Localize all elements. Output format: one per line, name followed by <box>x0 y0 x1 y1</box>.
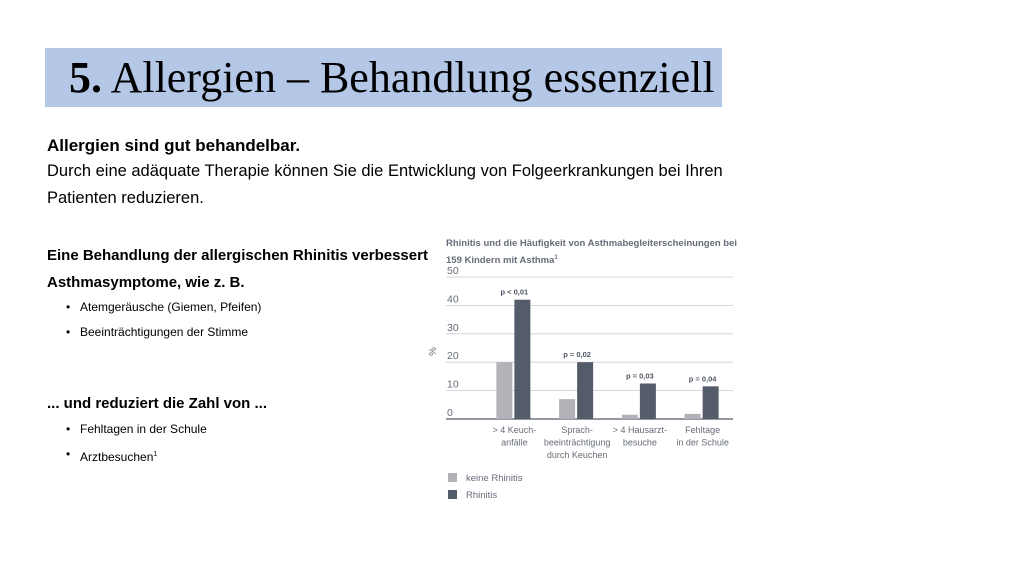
y-tick-label: 30 <box>447 321 459 334</box>
p-value-label: p < 0,01 <box>500 287 529 297</box>
bar-rhinitis <box>577 362 593 419</box>
section2-bullets <box>80 417 207 467</box>
chart-svg <box>415 232 745 512</box>
category-label: in der Schule <box>676 437 729 448</box>
category-label: durch Keuchen <box>546 450 608 460</box>
footnote-mark: 1 <box>153 451 158 458</box>
bar-keine-rhinitis <box>496 362 512 419</box>
bullet-item <box>80 442 207 467</box>
title-text: Allergien – Behandlung essenziell <box>110 53 715 102</box>
legend-label: Rhinitis <box>466 490 498 501</box>
y-tick-label: 50 <box>447 265 459 277</box>
bar-keine-rhinitis <box>622 415 638 419</box>
intro-body: Durch eine adäquate Therapie können Sie die Entwicklung von Folgeerkrankungen bei Ihren Patienten reduzieren. <box>47 162 723 207</box>
slide-title <box>69 53 715 103</box>
legend-swatch <box>448 473 457 482</box>
intro-block <box>47 135 727 212</box>
legend-label: keine Rhinitis <box>466 473 523 484</box>
y-axis-label: % <box>428 347 439 356</box>
chart-title-text: Rhinitis und die Häufigkeit von Asthmabegleiterscheinungen bei 159 Kindern mit Asthma <box>446 238 738 267</box>
bar-rhinitis <box>703 386 719 419</box>
p-value-label: p = 0,03 <box>626 371 654 381</box>
y-tick-label: 40 <box>447 293 459 306</box>
bar-keine-rhinitis <box>685 414 701 419</box>
category-label: anfälle <box>501 437 528 448</box>
intro-headline: Allergien sind gut behandelbar. <box>47 136 301 155</box>
bar-rhinitis <box>514 300 530 419</box>
title-number: 5. <box>69 53 102 102</box>
title-bar <box>45 48 722 107</box>
bar-keine-rhinitis <box>559 399 575 419</box>
category-label: Sprach- <box>561 425 593 435</box>
section2-heading: ... und reduziert die Zahl von ... <box>47 395 268 412</box>
bullet-item: • Atemgeräusche (Giemen, Pfeifen) <box>80 295 261 320</box>
category-label: beeinträchtigung <box>543 437 611 448</box>
chart-title-footnote: 1 <box>554 255 558 261</box>
category-label: Fehltage <box>685 425 721 435</box>
section1-bullets <box>80 295 261 345</box>
bar-rhinitis <box>640 384 656 420</box>
legend-swatch <box>448 490 457 499</box>
p-value-label: p = 0,04 <box>688 374 717 384</box>
category-label: > 4 Keuch- <box>492 425 537 435</box>
section1-heading: Eine Behandlung der allergischen Rhinitis verbessert Asthmasymptome, wie z. B. <box>47 247 428 291</box>
y-tick-label: 0 <box>447 407 453 419</box>
bullet-item: • Fehltagen in der Schule <box>80 417 207 442</box>
chart <box>415 232 745 512</box>
y-tick-label: 10 <box>447 378 459 391</box>
category-label: besuche <box>622 437 657 448</box>
y-tick-label: 20 <box>447 350 459 363</box>
p-value-label: p = 0,02 <box>563 350 591 360</box>
category-label: > 4 Hausarzt- <box>612 425 668 435</box>
bullet-item: • Beeinträchtigungen der Stimme <box>80 320 261 345</box>
bullet-text: Arztbesuchen <box>80 450 154 464</box>
